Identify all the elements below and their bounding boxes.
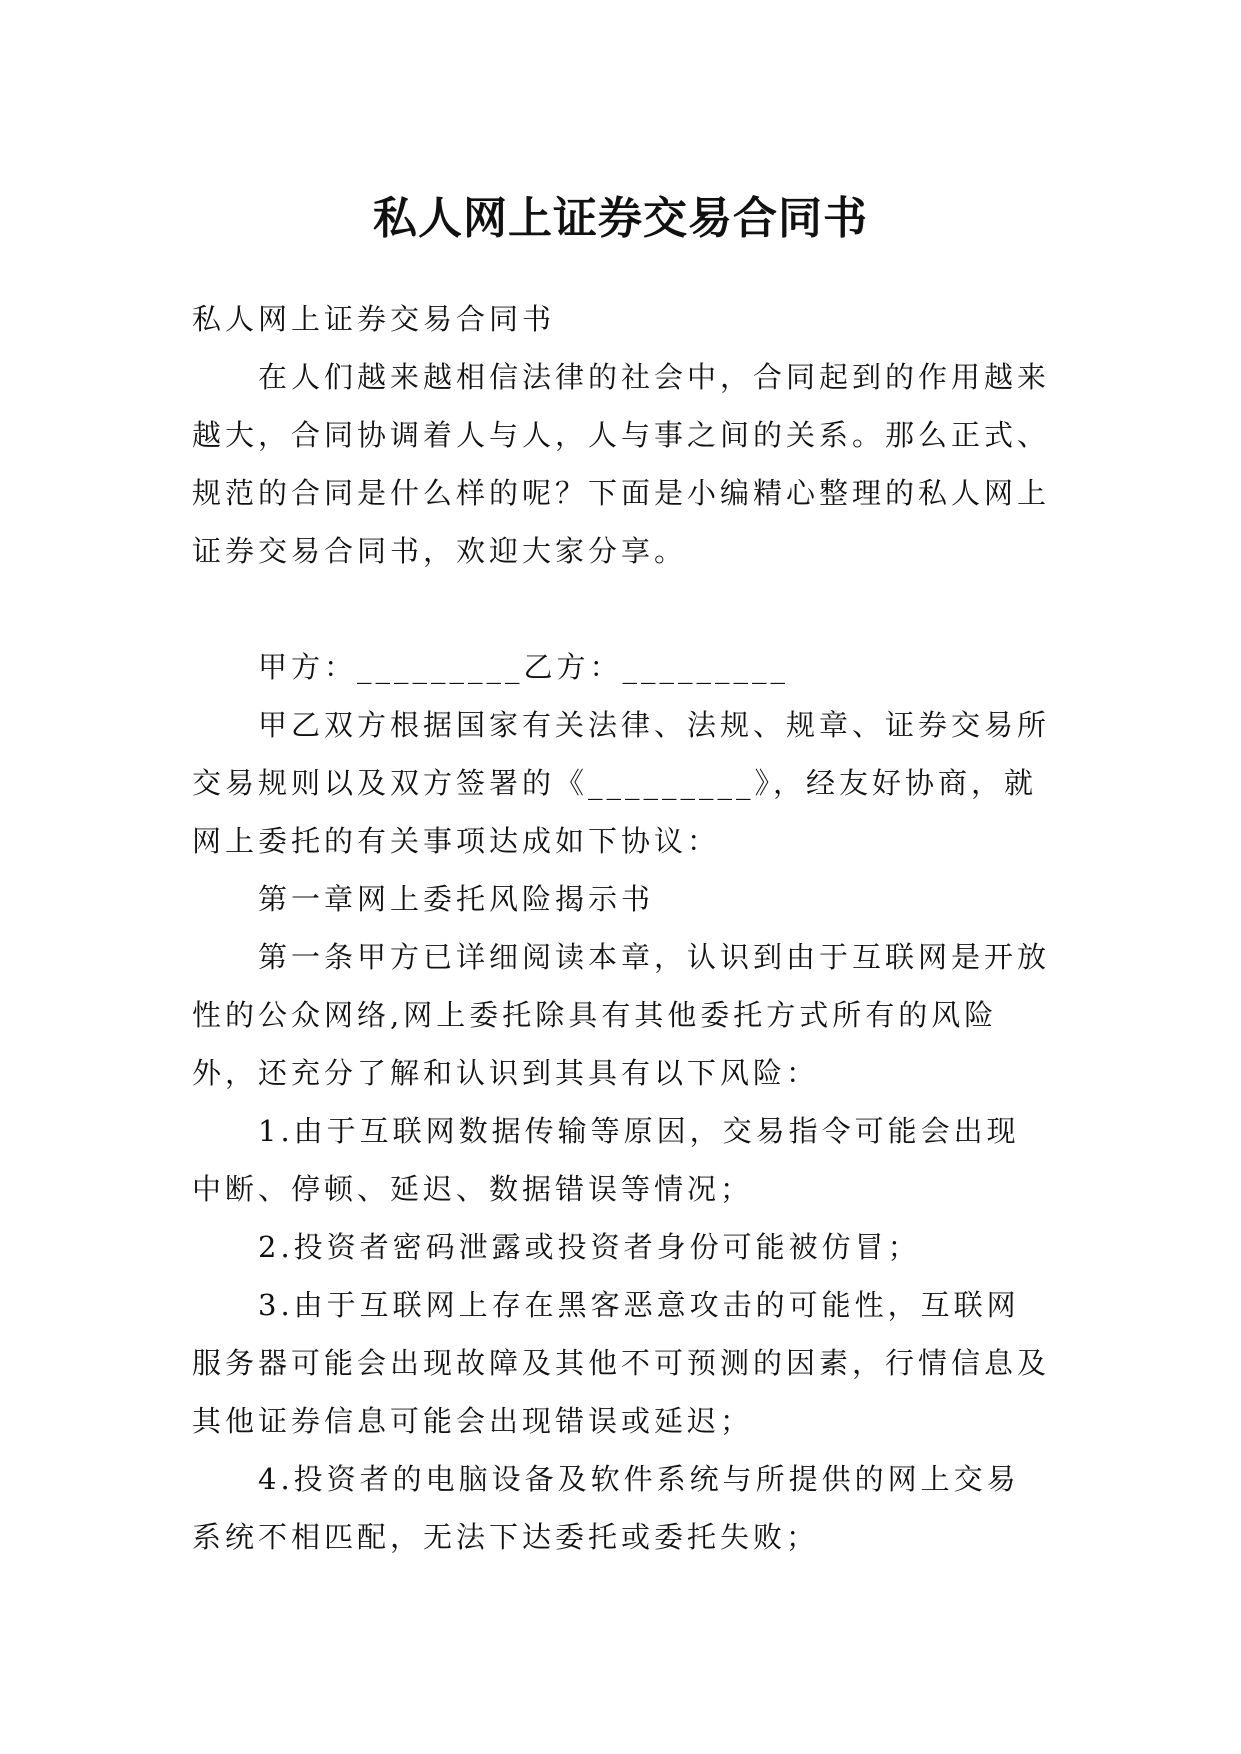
risk-item-1: 1.由于互联网数据传输等原因，交易指令可能会出现中断、停顿、延迟、数据错误等情况；	[192, 1114, 1020, 1206]
intro-paragraph: 在人们越来越相信法律的社会中，合同起到的作用越来越大，合同协调着人与人，人与事之间的关系。那么正式、规范的合同是什么样的呢？下面是小编精心整理的私人网上证券交易合同书，欢迎大家分享。	[192, 360, 1051, 568]
risk-item-3: 3.由于互联网上存在黑客恶意攻击的可能性，互联网服务器可能会出现故障及其他不可预测的因素，行情信息及其他证券信息可能会出现错误或延迟；	[192, 1288, 1051, 1438]
parties-line: 甲方：_________乙方：_________	[258, 650, 790, 684]
chapter-heading: 第一章网上委托风险揭示书	[258, 882, 655, 916]
risk-item-2: 2.投资者密码泄露或投资者身份可能被仿冒；	[258, 1230, 921, 1264]
document-body	[192, 290, 1052, 1566]
paragraph-spacer	[192, 580, 1052, 638]
article-1-paragraph: 第一条甲方已详细阅读本章，认识到由于互联网是开放性的公众网络,网上委托除具有其他委托方式所有的风险外，还充分了解和认识到其具有以下风险：	[192, 940, 1051, 1090]
document-title: 私人网上证券交易合同书	[373, 193, 868, 245]
preamble-paragraph: 甲乙双方根据国家有关法律、法规、规章、证券交易所交易规则以及双方签署的《_________》，经友好协商，就网上委托的有关事项达成如下协议：	[192, 708, 1051, 858]
document-subtitle: 私人网上证券交易合同书	[192, 302, 556, 336]
risk-item-4: 4.投资者的电脑设备及软件系统与所提供的网上交易系统不相匹配，无法下达委托或委托失败；	[192, 1462, 1020, 1554]
